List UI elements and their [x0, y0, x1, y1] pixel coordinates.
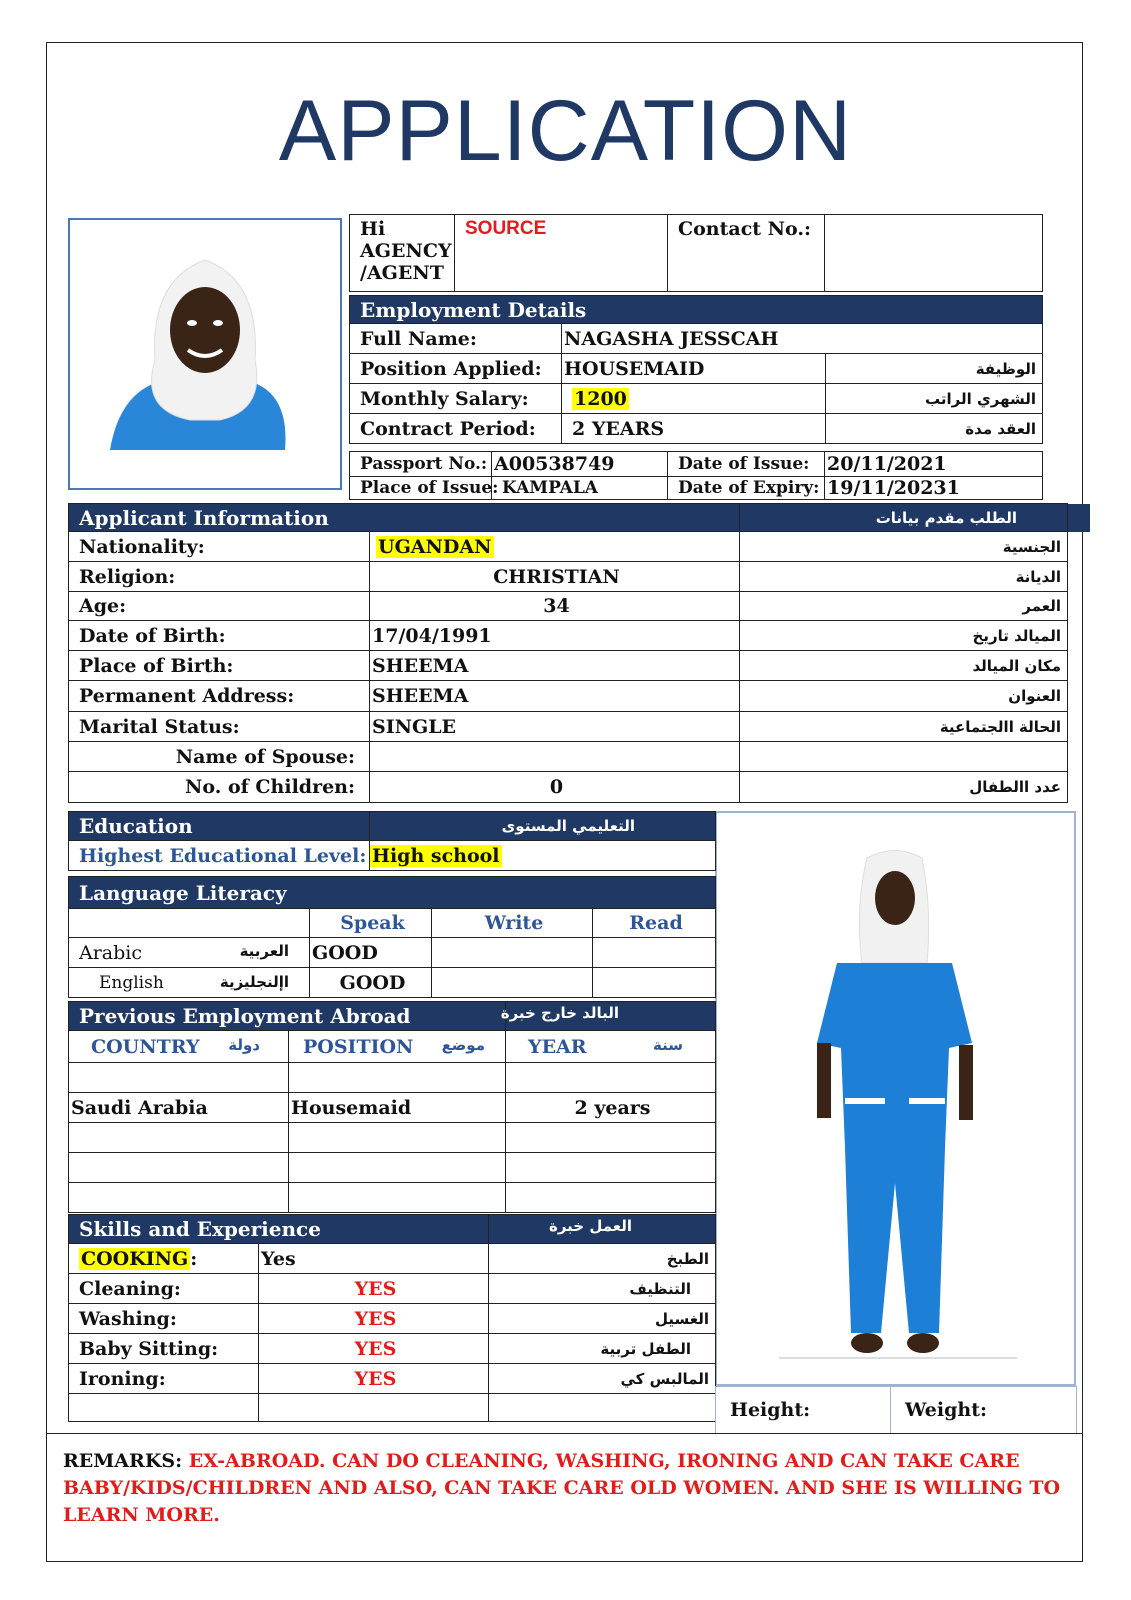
education-level-label: Highest Educational Level: — [69, 841, 370, 871]
expiry-date-label: Date of Expiry: — [668, 477, 825, 500]
row-year: 2 years — [506, 1093, 716, 1123]
employment-row — [350, 414, 1043, 444]
skill-label: Ironing: — [69, 1364, 259, 1394]
contact-value — [825, 215, 1043, 292]
skill-label-suffix: : — [190, 1247, 198, 1270]
skill-arabic: الطبخ — [489, 1244, 716, 1274]
field-label: Position Applied: — [350, 354, 562, 384]
field-arabic: الجنسية — [740, 532, 1068, 562]
skill-row — [69, 1274, 716, 1304]
column-read: Read — [593, 909, 716, 938]
field-label: Nationality: — [69, 532, 370, 562]
passport-no-label: Passport No.: — [350, 452, 492, 477]
previous-row — [69, 1123, 716, 1153]
field-arabic: الشهري الراتب — [826, 384, 1043, 414]
language-speak: GOOD — [310, 968, 432, 998]
passport-no-value: A00538749 — [492, 452, 668, 477]
skill-arabic: التنظيف — [489, 1274, 716, 1304]
language-arabic: العربية — [239, 941, 289, 960]
previous-header — [69, 1002, 619, 1031]
skills-table — [68, 1214, 716, 1422]
skill-arabic: الغسيل — [489, 1304, 716, 1334]
applicant-row — [69, 532, 1090, 562]
row-country — [69, 1183, 289, 1213]
agency-table — [349, 214, 1043, 292]
column-year-label: YEAR — [528, 1035, 587, 1058]
field-label: Permanent Address: — [69, 681, 370, 712]
agency-source: SOURCE — [455, 215, 668, 292]
full-body-photo — [715, 811, 1076, 1386]
skills-header — [69, 1215, 633, 1244]
field-arabic: العقد مدة — [826, 414, 1043, 444]
skill-arabic: المالبس كي — [489, 1364, 716, 1394]
headshot-photo — [68, 218, 342, 490]
skill-row — [69, 1364, 716, 1394]
column-country-label: COUNTRY — [91, 1035, 200, 1058]
language-name-cell — [69, 938, 310, 968]
previous-row — [69, 1153, 716, 1183]
column-write: Write — [432, 909, 593, 938]
previous-header-label: Previous Employment Abroad — [79, 1004, 411, 1028]
place-of-issue-label: Place of Issue: — [350, 477, 492, 500]
row-position — [289, 1153, 506, 1183]
language-header: Language Literacy — [69, 877, 716, 909]
skill-row — [69, 1244, 716, 1274]
row-position — [289, 1063, 506, 1093]
height-label: Height: — [716, 1387, 891, 1434]
skill-row — [69, 1394, 716, 1422]
skill-value: YES — [259, 1334, 489, 1364]
field-value: SHEEMA — [370, 651, 740, 681]
education-table — [68, 811, 716, 871]
skill-row — [69, 1304, 716, 1334]
skill-value: Yes — [259, 1244, 489, 1274]
field-value: 34 — [370, 592, 740, 621]
previous-header-arabic: البالد خارج خبرة — [500, 1004, 619, 1022]
column-speak: Speak — [310, 909, 432, 938]
applicant-row — [69, 651, 1090, 681]
field-value: HOUSEMAID — [562, 354, 826, 384]
field-arabic: العنوان — [740, 681, 1068, 712]
employment-table — [349, 295, 1043, 444]
previous-row — [69, 1093, 716, 1123]
remarks-label: REMARKS: — [63, 1450, 183, 1472]
applicant-header-arabic: الطلب مقدم بيانات — [740, 504, 1068, 532]
row-position — [289, 1123, 506, 1153]
field-label: Place of Birth: — [69, 651, 370, 681]
applicant-row — [69, 742, 1090, 772]
field-value: SHEEMA — [370, 681, 740, 712]
field-value: NAGASHA JESSCAH — [562, 324, 1043, 354]
skill-label-cell — [69, 1244, 259, 1274]
passport-table — [349, 451, 1043, 500]
language-name: Arabic — [79, 941, 143, 964]
education-header-arabic: التعليمي المستوى — [370, 812, 716, 841]
language-row — [69, 968, 716, 998]
field-value: 2 YEARS — [562, 414, 826, 444]
skill-row — [69, 1334, 716, 1364]
row-country — [69, 1063, 289, 1093]
field-label: Name of Spouse: — [69, 742, 370, 772]
row-year — [506, 1063, 716, 1093]
field-value: 1200 — [574, 387, 627, 410]
employment-header: Employment Details — [350, 296, 1043, 324]
applicant-row — [69, 592, 1090, 621]
column-country — [69, 1031, 289, 1063]
employment-row — [350, 324, 1043, 354]
language-read — [593, 938, 716, 968]
field-label: No. of Children: — [69, 772, 370, 803]
column-position-label: POSITION — [303, 1035, 414, 1058]
field-label: Religion: — [69, 562, 370, 592]
language-speak: GOOD — [310, 938, 432, 968]
field-value: 17/04/1991 — [370, 621, 740, 651]
row-year — [506, 1183, 716, 1213]
field-arabic: عدد االطفال — [740, 772, 1068, 803]
place-of-issue-value: KAMPALA — [492, 477, 668, 500]
remarks-box — [46, 1433, 1083, 1562]
language-table — [68, 876, 716, 998]
field-arabic: الميالد تاريخ — [740, 621, 1068, 651]
row-position: Housemaid — [289, 1093, 506, 1123]
expiry-date-value: 19/11/20231 — [825, 477, 1043, 500]
applicant-row — [69, 712, 1090, 742]
row-position — [289, 1183, 506, 1213]
measurements-table — [715, 1386, 1077, 1434]
education-header: Education — [69, 812, 370, 841]
applicant-table — [68, 503, 1090, 803]
field-arabic: الديانة — [740, 562, 1068, 592]
skill-value: YES — [259, 1364, 489, 1394]
headshot-illustration — [70, 220, 340, 488]
issue-date-label: Date of Issue: — [668, 452, 825, 477]
field-value: UGANDAN — [378, 535, 492, 558]
language-write — [432, 938, 593, 968]
skill-label: Cleaning: — [69, 1274, 259, 1304]
field-label: Contract Period: — [350, 414, 562, 444]
field-arabic: مكان الميالد — [740, 651, 1068, 681]
contact-label: Contact No.: — [668, 215, 825, 292]
row-country — [69, 1123, 289, 1153]
language-write — [432, 968, 593, 998]
weight-label: Weight: — [891, 1387, 1077, 1434]
field-value: SINGLE — [370, 712, 740, 742]
field-label: Marital Status: — [69, 712, 370, 742]
field-label: Full Name: — [350, 324, 562, 354]
previous-row — [69, 1183, 716, 1213]
skill-label: Baby Sitting: — [69, 1334, 259, 1364]
row-country: Saudi Arabia — [69, 1093, 289, 1123]
skills-header-arabic: العمل خبرة — [548, 1217, 633, 1235]
previous-employment-table — [68, 1001, 716, 1213]
full-body-illustration — [717, 813, 1074, 1384]
column-year-arabic: سنة — [653, 1035, 683, 1054]
column-position — [289, 1031, 506, 1063]
skill-value: YES — [259, 1304, 489, 1334]
page-title: APPLICATION — [278, 83, 853, 179]
agency-label: Hi AGENCY /AGENT — [350, 215, 455, 292]
remarks-text: EX-ABROAD. CAN DO CLEANING, WASHING, IRONING AND CAN TAKE CARE BABY/KIDS/CHILDREN AND ALSO, CAN TAKE CARE OLD WOMEN. AND SHE IS WILLING TO LEARN MORE. — [63, 1450, 1061, 1526]
column-position-arabic: موضع — [441, 1035, 485, 1054]
field-label: Monthly Salary: — [350, 384, 562, 414]
applicant-row — [69, 681, 1090, 712]
applicant-header: Applicant Information — [69, 504, 740, 532]
employment-row — [350, 354, 1043, 384]
skill-arabic: الطفل تربية — [489, 1334, 716, 1364]
language-name: English — [99, 972, 164, 993]
skill-label: COOKING — [81, 1247, 189, 1270]
field-value: CHRISTIAN — [370, 562, 740, 592]
row-year — [506, 1153, 716, 1183]
language-row — [69, 938, 716, 968]
skill-label: Washing: — [69, 1304, 259, 1334]
applicant-row — [69, 621, 1090, 651]
field-arabic: الحالة االجتماعية — [740, 712, 1068, 742]
skill-value: YES — [259, 1274, 489, 1304]
language-name-cell — [69, 968, 310, 998]
field-value — [370, 742, 740, 772]
language-read — [593, 968, 716, 998]
field-value: 0 — [370, 772, 740, 803]
row-year — [506, 1123, 716, 1153]
field-label: Date of Birth: — [69, 621, 370, 651]
education-level-value: High school — [372, 844, 500, 867]
issue-date-value: 20/11/2021 — [825, 452, 1043, 477]
language-arabic: اإلنجليزية — [219, 972, 289, 991]
skills-header-label: Skills and Experience — [79, 1217, 321, 1241]
row-country — [69, 1153, 289, 1183]
column-country-arabic: دولة — [228, 1035, 260, 1054]
field-arabic: العمر — [740, 592, 1068, 621]
field-arabic — [740, 742, 1068, 772]
employment-row — [350, 384, 1043, 414]
applicant-row — [69, 772, 1090, 803]
column-year — [506, 1031, 716, 1063]
previous-row — [69, 1063, 716, 1093]
field-label: Age: — [69, 592, 370, 621]
applicant-row — [69, 562, 1090, 592]
field-arabic: الوظيفة — [826, 354, 1043, 384]
